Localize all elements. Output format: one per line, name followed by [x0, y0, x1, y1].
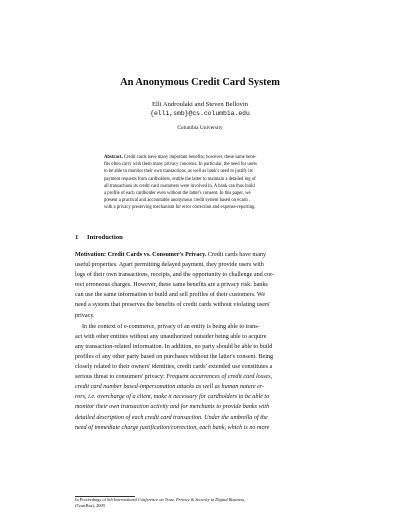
body-line: monitor their own transaction activity and for merchants to provide banks with: [75, 404, 270, 411]
body-line: rors, i.e. overcharge of a client, make it necessary for cardholders to be able to: [75, 394, 270, 401]
body-line: logs of their own transactions, receipts, and the opportunity to challenge and cor-: [75, 272, 275, 279]
body-line: useful properties. Apart permitting delayed payment, they provide users with: [75, 262, 264, 269]
body-text-run: serious threat to consumers' privacy:: [75, 374, 167, 381]
abstract-label: Abstract.: [104, 155, 123, 160]
abstract-line: a profile of each cardholder even without the latter's consent. In this paper, we: [104, 191, 251, 197]
abstract-line: fits often carry with them many privacy concerns. In particular, the need for users: [104, 162, 258, 168]
body-line: need a system that preserves the benefits of credit cards without violating users': [75, 302, 271, 309]
abstract-text: Credit cards have many important benefits; however, these same bene-: [123, 155, 257, 160]
author-emails: {elli,smb}@cs.columbia.edu: [150, 110, 250, 117]
body-line: detailed description of each credit card transaction. Under the umbrella of the: [75, 414, 268, 421]
body-line: privacy.: [75, 312, 95, 319]
abstract: [104, 154, 297, 212]
body-line: [75, 250, 325, 260]
abstract-line: present a practical and accountable anonymous credit system based on ecash ,: [104, 198, 251, 204]
footnote-prefix: In Proceedings of: [75, 497, 108, 502]
section-number: 1: [75, 234, 79, 241]
body-line: any transaction-related information. In addition, no party should be able to build: [75, 343, 273, 350]
abstract-line: with a privacy preserving mechanism for error correction and expense-reporting.: [104, 205, 256, 211]
section-title: Introduction: [87, 234, 123, 241]
body-line: can use the same information to build and sell profiles of their customers. We: [75, 292, 266, 299]
paragraph-run-in-heading: Motivation: Credit Cards vs. Consumer's Privacy.: [75, 252, 207, 258]
paper-title: An Anonymous Credit Card System: [120, 77, 280, 88]
footnote: [75, 497, 325, 510]
abstract-line: all transactions its credit card customers were involved in. A bank can thus build: [104, 183, 255, 189]
author-affiliation: Columbia University: [177, 125, 223, 131]
abstract-line: [104, 154, 297, 161]
body-line: profiles of any other party based on purchases without the latter's consent. Being: [75, 353, 274, 360]
abstract-line: payment requests from cardholders, entitle the latter to maintain a detailed log of: [104, 176, 256, 182]
body-line: act with other entities without any unauthorized outsider being able to acquire: [75, 333, 267, 340]
body-italic-run: Frequent occurrences of credit card losses,: [166, 374, 273, 381]
footnote-venue: 6th International Conference on Trust, Privacy & Security in Digital Business,: [107, 497, 246, 502]
body-text-run: Credit cards have many: [206, 252, 267, 258]
body-line: In the context of e-commerce, privacy of an entity is being able to trans-: [82, 323, 260, 330]
body-line: credit card number based-impersonation attacks as well as human nature er-: [75, 384, 265, 391]
body-line: rect erroneous charges. However, these same benefits are a privacy risk: banks: [75, 282, 268, 289]
abstract-line: to be able to monitor their own transactions, as well as bank's need to justify its: [104, 169, 253, 175]
body-text: [75, 250, 325, 433]
section-heading: [75, 234, 123, 242]
body-line: need of immediate charge justification/correction, each bank, which is no more: [75, 424, 270, 431]
body-line: closely related to their owners' identities, credit cards' extended use constitutes a: [75, 364, 273, 371]
body-line: [75, 372, 325, 382]
footnote-line: (TrustBus), 2009: [75, 503, 105, 509]
paper-authors: Elli Androulaki and Steven Bellovin: [152, 101, 248, 108]
